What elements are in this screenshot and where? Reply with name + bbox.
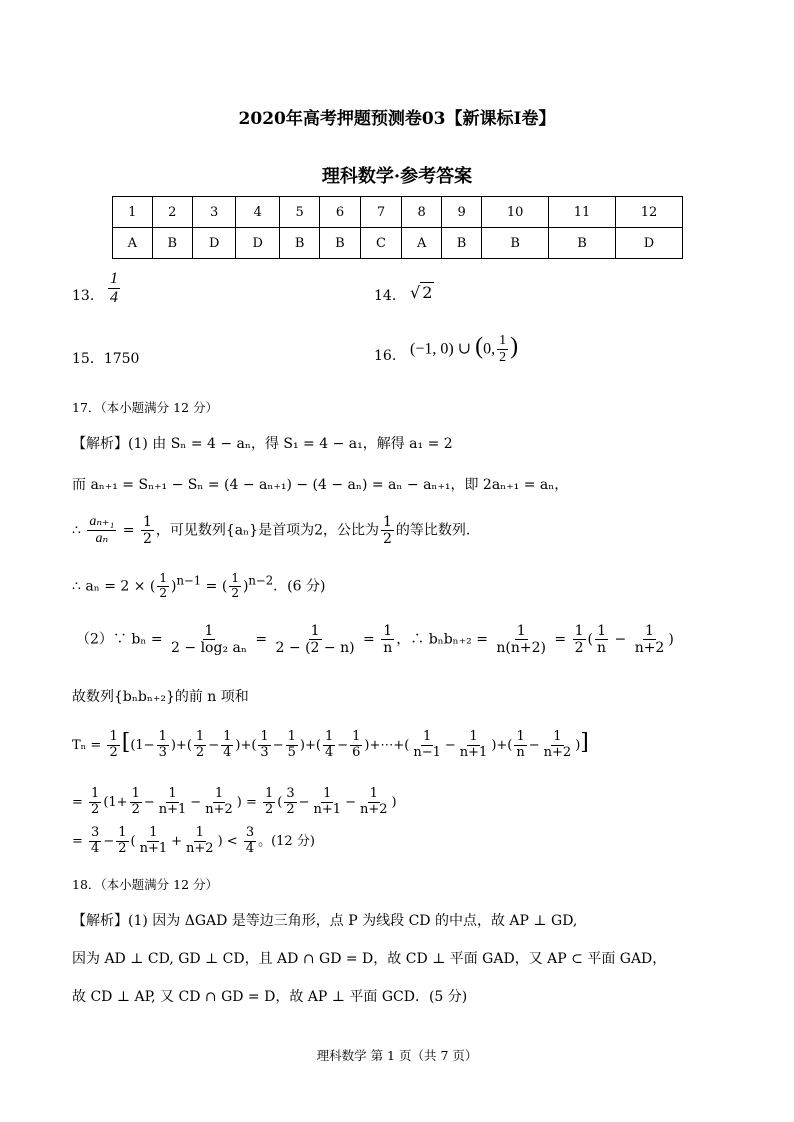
- q17-line-6: 故数列{bₙbₙ₊₂}的前 n 项和: [72, 689, 249, 705]
- answer-choice-cell: D: [616, 228, 683, 259]
- page-subtitle: 理科数学·参考答案: [321, 166, 473, 187]
- q17-line-9: = $\frac{3}{4}$ − $\frac{1}{2}$ ( $\frac{1}{n+1}$ + $\frac{1}{n+2}$ ) < $\frac{3}{4}$ 。(12 分): [72, 825, 315, 856]
- q16-number: 16.: [374, 348, 397, 364]
- q17-line-7: Tₙ = $\frac{1}{2}$ [(1− $\frac{1}{3}$ )+( $\frac{1}{2}$ − $\frac{1}{4}$ )+( $\frac{1}{3}$ − $\frac{1}{5}$ )+( $\frac{1}{4}$ − $\frac{1}{6}$ )+⋯+( $\frac{1}{n-1}$ − $\frac{1}{n+1}$ )+( $\frac{1}{n}$ − $\frac{1}{n+2}$ )]: [72, 729, 589, 760]
- answer-number-cell: 2: [152, 197, 192, 228]
- answer-number-cell: 10: [482, 197, 549, 228]
- q13-number: 13.: [72, 288, 95, 304]
- q14-number: 14.: [374, 288, 397, 304]
- answer-choice-cell: B: [549, 228, 616, 259]
- answer-number-row: [113, 197, 683, 228]
- page-footer: 理科数学 第 1 页（共 7 页）: [316, 1048, 478, 1063]
- answer-choice-cell: B: [320, 228, 360, 259]
- q16-answer: (−1, 0) ∪ (0, $\frac{1}{2}$ ): [410, 333, 519, 366]
- answer-number-cell: 11: [549, 197, 616, 228]
- q17-line-2: 而 aₙ₊₁ = Sₙ₊₁ − Sₙ = (4 − aₙ₊₁) − (4 − aₙ) = aₙ − aₙ₊₁，即 2aₙ₊₁ = aₙ，: [72, 477, 569, 493]
- answer-choice-row: [113, 228, 683, 259]
- answer-choice-cell: A: [402, 228, 442, 259]
- answer-number-cell: 7: [360, 197, 402, 228]
- answer-choice-cell: B: [280, 228, 320, 259]
- answer-table: [112, 196, 683, 259]
- answer-number-cell: 9: [441, 197, 481, 228]
- answer-choice-cell: B: [441, 228, 481, 259]
- q15-answer: 15．1750: [72, 351, 140, 367]
- q14-answer: √ 2: [410, 283, 433, 302]
- q18-line-2: 因为 AD ⊥ CD, GD ⊥ CD，且 AD ∩ GD = D，故 CD ⊥ 平面 GAD，又 AP ⊂ 平面 GAD，: [72, 951, 667, 967]
- q17-line-8: = $\frac{1}{2}$ (1+ $\frac{1}{2}$ − $\frac{1}{n+1}$ − $\frac{1}{n+2}$ ) = $\frac{1}{2}$ ( $\frac{3}{2}$ − $\frac{1}{n+1}$ − $\frac{1}{n+2}$ ): [72, 786, 397, 817]
- q18-heading: 18．（本小题满分 12 分）: [72, 877, 219, 892]
- answer-choice-cell: B: [152, 228, 192, 259]
- answer-number-cell: 1: [113, 197, 153, 228]
- q17-line-5: （2）∵ bₙ = $\frac{1}{\text{2 − log₂ aₙ}}$ = $\frac{1}{2 - (2 - n)}$ = $\frac{1}{n}$ ，∴ bₙbₙ₊₂ = $\frac{1}{n(n+2)}$ = $\frac{1}{2}$ ( $\frac{1}{n}$ − $\frac{1}{n+2}$ ): [76, 623, 674, 657]
- answer-number-cell: 4: [236, 197, 280, 228]
- answer-number-cell: 8: [402, 197, 442, 228]
- answer-choice-cell: B: [482, 228, 549, 259]
- answer-number-cell: 5: [280, 197, 320, 228]
- q17-line-4: ∴ aₙ = 2 × ( $\frac{1}{2}$ )$^{n-1}$ = ( $\frac{1}{2}$ )$^{n-2}$．(6 分): [72, 571, 326, 600]
- answer-number-cell: 12: [616, 197, 683, 228]
- answer-number-cell: 3: [192, 197, 236, 228]
- page-title: 2020年高考押题预测卷03【新课标Ⅰ卷】: [238, 109, 556, 129]
- answer-choice-cell: C: [360, 228, 402, 259]
- answer-choice-cell: D: [192, 228, 236, 259]
- q17-line-3: ∴ $\frac{\text{aₙ₊₁}}{\text{aₙ}}$ = $\frac{1}{2}$ ，可见数列{aₙ}是首项为2，公比为 $\frac{1}{2}$ 的等比数列.: [72, 514, 471, 548]
- q17-heading: 17．（本小题满分 12 分）: [72, 400, 219, 415]
- answer-choice-cell: A: [113, 228, 153, 259]
- q18-line-1: 【解析】(1) 因为 ΔGAD 是等边三角形，点 P 为线段 CD 的中点，故 AP ⊥ GD,: [72, 913, 578, 929]
- q18-line-3: 故 CD ⊥ AP, 又 CD ∩ GD = D，故 AP ⊥ 平面 GCD．(5 分): [72, 989, 468, 1005]
- q13-answer: $\frac{1}{4}$: [110, 270, 118, 307]
- answer-choice-cell: D: [236, 228, 280, 259]
- answer-number-cell: 6: [320, 197, 360, 228]
- q17-line-1: 【解析】(1) 由 Sₙ = 4 − aₙ，得 S₁ = 4 − a₁，解得 a₁ = 2: [72, 436, 453, 452]
